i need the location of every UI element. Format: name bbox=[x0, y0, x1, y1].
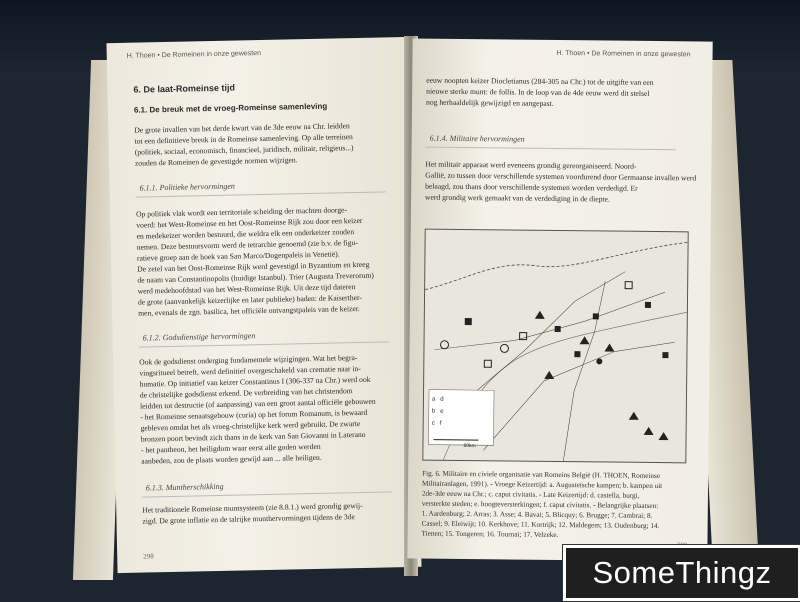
caption-line: Cassel; 9. Eleiwijt; 10. Kerkhove; 11. Kortrijk; 12. Maldegem; 13. Oudenburg; 14. bbox=[422, 519, 684, 532]
text-line: De zetel van het Oost-Romeinse Rijk werd gevestigd in Byzantium en kreeg bbox=[137, 258, 413, 275]
watermark-logo bbox=[562, 544, 800, 602]
map-marker bbox=[535, 311, 545, 319]
politiek-paragraph bbox=[136, 203, 414, 319]
text-line: voerd: het West-Romeinse en het Oost-Romeinse Rijk zou door een keizer bbox=[136, 214, 412, 231]
text-line: nog herhaaldelijk gewijzigd en aangepast. bbox=[426, 97, 712, 111]
text-line: en medekeizer worden bestuurd, die weldra elk een onderkeizer zouden bbox=[136, 225, 412, 242]
legend-label: b bbox=[432, 409, 435, 415]
road-line bbox=[563, 281, 605, 461]
page-number-left: 298 bbox=[143, 552, 154, 560]
caption-line: Fig. 6. Militaire en civiele organisatie van Romeins België (H. THOEN, Romeinse bbox=[422, 469, 684, 482]
text-line: humatie. Op initiatief van keizer Constantinus I (306-337 na Chr.) werd ook bbox=[140, 373, 416, 390]
map-marker bbox=[484, 360, 491, 367]
text-line: nemen. Deze bestuursvorm werd de tetrarchie genoemd (zie b.v. de figu- bbox=[137, 236, 413, 253]
text-line: Op politiek vlak wordt een territoriale scheiding der machten doorge- bbox=[136, 203, 412, 220]
text-line: nieuwe sterke munt: de follis. In de loop van de 4de eeuw werd dit stelsel bbox=[426, 86, 712, 100]
coastline bbox=[425, 240, 688, 293]
caption-line: 1. Aardenburg; 2. Arras; 3. Asse; 4. Bavai; 5. Blicquy; 6. Brugge; 7. Cambrai; 8. bbox=[422, 509, 684, 522]
text-line: Het militair apparaat werd eveneens grondig gereorganiseerd. Noord- bbox=[425, 159, 711, 173]
map-marker bbox=[555, 326, 561, 332]
text-line: (politiek, sociaal, economisch, financieel, juridisch, militair, religieus...) bbox=[135, 141, 405, 158]
scale-label: 80km bbox=[463, 443, 475, 449]
text-line: belaagd, zou thans door verschillende systemen worden verdedigd. Er bbox=[425, 181, 711, 195]
text-line: zigd. De grote inflatie en de talrijke munthervormingen tijdens de 3de bbox=[142, 510, 418, 527]
text-line: - het pantheon, het heiligdom waar eerst alle goden werden bbox=[141, 439, 417, 456]
subsection-title-munt: 6.1.3. Muntherschikking bbox=[146, 481, 224, 494]
subsection-title-godsdienst: 6.1.2. Godsdienstige hervormingen bbox=[143, 330, 256, 343]
subsection-title-politiek: 6.1.1. Politieke hervormingen bbox=[139, 181, 235, 194]
caption-line: versterkte steden; e. hoogteversterkingen; f. caput civitatis. - Belangrijke plaatsen: bbox=[422, 499, 684, 512]
text-line: Ook de godsdienst onderging fundamentele wijzigingen. Wat het begra- bbox=[139, 351, 415, 368]
map-marker bbox=[544, 371, 554, 379]
intro-paragraph bbox=[134, 119, 405, 169]
section-heading: 6.1. De breuk met de vroeg-Romeinse samenleving bbox=[134, 101, 328, 116]
map-marker bbox=[659, 432, 669, 440]
subsection-title-militair: 6.1.4. Militaire hervormingen bbox=[430, 133, 525, 145]
map-marker bbox=[644, 427, 654, 435]
legend-label: d bbox=[440, 397, 443, 403]
munt-paragraph bbox=[142, 499, 418, 527]
legend-label: c bbox=[432, 421, 435, 427]
map-marker bbox=[574, 351, 580, 357]
text-line: de christelijke godsdienst erkend. De verbreiding van het christendom bbox=[140, 384, 416, 401]
map-marker bbox=[596, 358, 602, 364]
text-line: zouden de Romeinen de gevestigde normen wijzigen. bbox=[135, 152, 405, 169]
caption-line: 2de-3de eeuw na Chr.; c. caput civitatis. - Late Keizertijd: d. castella, burgi, bbox=[422, 489, 684, 502]
text-line: de grote (aanvankelijk keizerlijke en later publieke) baden: de Kaiserther- bbox=[138, 291, 414, 308]
text-line: De grote invallen van het derde kwart van de 3de eeuw na Chr. leidden bbox=[134, 119, 404, 136]
map-marker bbox=[662, 352, 668, 358]
map-marker bbox=[500, 344, 508, 352]
godsdienst-paragraph bbox=[139, 351, 417, 467]
map-marker bbox=[580, 336, 590, 344]
text-line: tot een definitieve breuk in de Romeinse samenleving. Op alle terreinen bbox=[134, 130, 404, 147]
text-line: leidden tot destructie (of aanpassing) van een groot aantal officiële gebouwen bbox=[140, 395, 416, 412]
legend-label: e bbox=[440, 409, 443, 415]
text-line: werd medehoofdstad van het West-Romeinse Rijk. Uit deze tijd dateren bbox=[138, 280, 414, 297]
divider bbox=[426, 147, 676, 151]
text-line: aanbeden, zou de plaats worden gewijd aan ... alle heiligen. bbox=[141, 450, 417, 467]
map-marker bbox=[645, 302, 651, 308]
map-marker bbox=[629, 412, 639, 420]
map-figure bbox=[422, 229, 688, 464]
legend-label: a bbox=[432, 397, 435, 403]
right-page bbox=[407, 38, 712, 561]
chapter-heading: 6. De laat-Romeinse tijd bbox=[133, 83, 235, 96]
text-line: Gallië, zo tussen door verschillende systemen voordurend door Germaanse invallen werd bbox=[425, 170, 711, 184]
text-line: werd grondig werk gemaakt van de verdediging in de diepte. bbox=[425, 192, 711, 206]
caption-line: Militairanlagen, 1991). - Vroege Keizertijd: a. Augusteïsche kampen; b. kampen uit bbox=[422, 479, 684, 492]
text-line: - het Romeinse senaatsgebouw (curia) op het forum Romanum, is bewaard bbox=[140, 406, 416, 423]
text-line: de naam van Constantinopolis (huidige Istanbul). Trier (Augusta Treverorum) bbox=[137, 269, 413, 286]
text-line: bronzen poort bevindt zich thans in de kerk van San Giovanni in Laterano bbox=[141, 428, 417, 445]
map-marker bbox=[593, 313, 599, 319]
map-marker bbox=[465, 318, 472, 325]
watermark-text: SomeThingz bbox=[566, 548, 798, 598]
figure-caption bbox=[421, 469, 684, 542]
map-legend bbox=[432, 394, 444, 430]
text-line: Het traditionele Romeinse muntsysteem (zie 8.8.1.) werd grondig gewij- bbox=[142, 499, 418, 516]
continued-paragraph bbox=[426, 75, 712, 111]
text-line: eeuw noopten keizer Diocletianus (284-305 na Chr.) tot de uitgifte van een bbox=[426, 75, 712, 89]
text-line: vingsritueel betreft, werd definitief overgeschakeld van crematie naar in- bbox=[139, 362, 415, 379]
map-graphic bbox=[423, 230, 687, 463]
map-marker bbox=[520, 333, 527, 340]
left-page bbox=[106, 37, 421, 573]
left-running-header: H. Thoen • De Romeinen in onze gewesten bbox=[127, 50, 261, 60]
caption-line: Tienen; 15. Tongeren; 16. Tournai; 17. Velzeke. bbox=[421, 529, 683, 542]
text-line: ratieve groep aan de hoek van San Marco/Dogenpaleis in Venetië). bbox=[137, 247, 413, 264]
text-line: gebleven omdat het als vroeg-christelijke kerk werd gebruikt. De zwarte bbox=[140, 417, 416, 434]
militair-paragraph bbox=[425, 159, 711, 206]
map-marker bbox=[625, 282, 632, 289]
map-marker bbox=[604, 343, 614, 351]
text-line: men, evenals de zgn. basilica, het officiële ontvangstpaleis van de keizer. bbox=[138, 302, 414, 319]
right-running-header: H. Thoen • De Romeinen in onze gewesten bbox=[556, 50, 690, 58]
map-marker bbox=[440, 341, 448, 349]
legend-label: f bbox=[440, 421, 442, 427]
